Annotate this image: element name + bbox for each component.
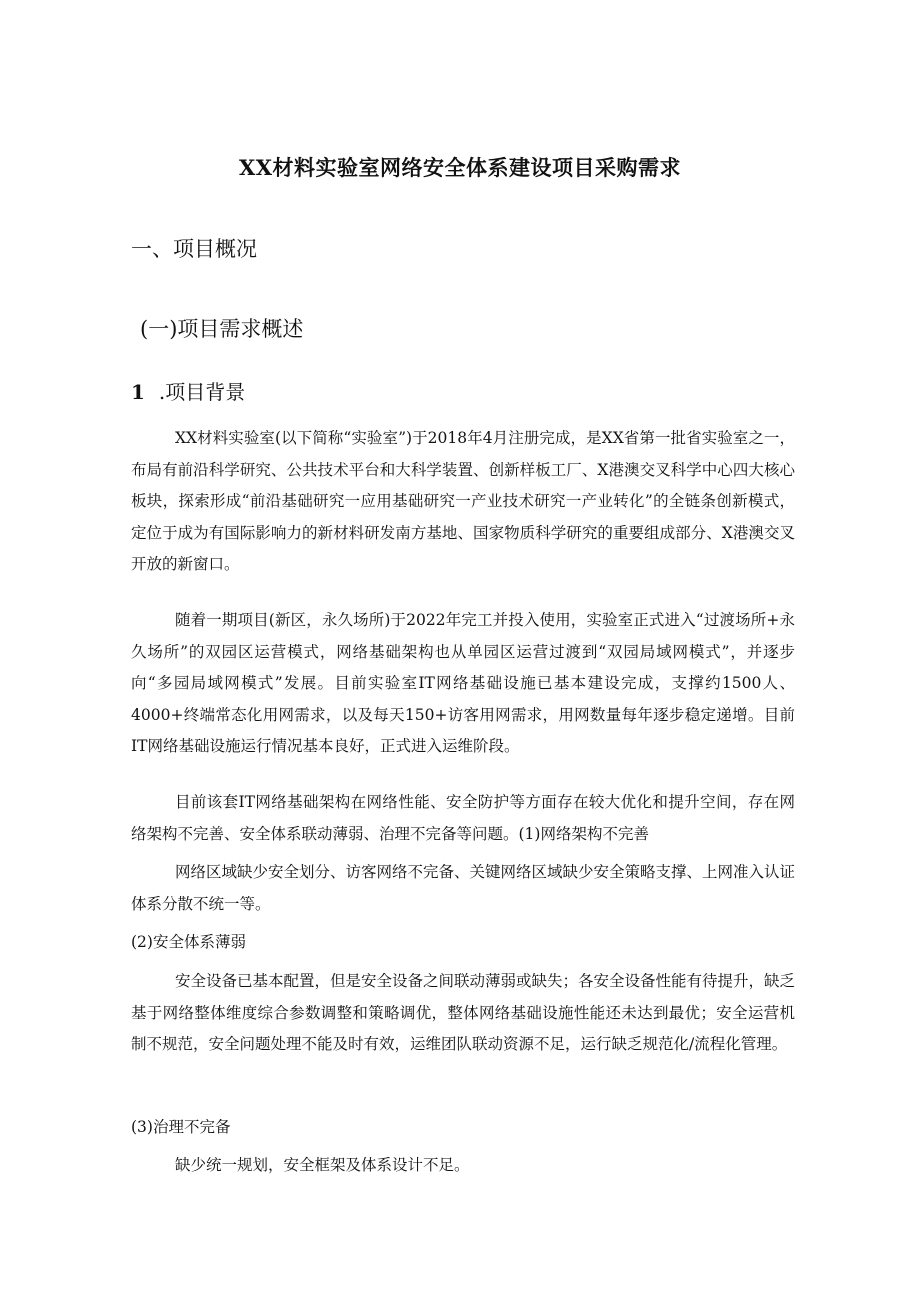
paragraph-issues: 目前该套IT网络基础架构在网络性能、安全防护等方面存在较大优化和提升空间，存在网络架构不完善、安全体系联动薄弱、治理不完备等问题。(1)网络架构不完善 [131, 793, 795, 843]
document-title: XX材料实验室网络安全体系建设项目采购需求 [238, 155, 682, 180]
paragraph-background: XX材料实验室(以下简称“实验室”)于2018年4月注册完成，是XX省第一批省实验室之一，布局有前沿科学研究、公共技术平台和大科学装置、创新样板工厂、X港澳交叉科学中心四大核心板块，探索形成“前沿基础研究一应用基础研究一产业技术研究一产业转化”的全链条创新模式，定位于成为有国际影响力的新材料研发南方基地、国家物质科学研究的重要组成部分、X港澳交叉开放的新窗口。 [131, 429, 795, 573]
item-number: 1 [131, 380, 145, 404]
subsection-heading: (一)项目需求概述 [140, 317, 304, 341]
item-label: .项目背景 [158, 380, 246, 404]
paragraph-security-system: 安全设备已基本配置，但是安全设备之间联动薄弱或缺失；各安全设备性能有待提升，缺乏基于网络整体维度综合参数调整和策略调优，整体网络基础设施性能还未达到最优；安全运营机制不规范，安全问题处理不能及时有效，运维团队联动资源不足，运行缺乏规范化/流程化管理。 [131, 972, 796, 1053]
subheading-security-system: (2)安全体系薄弱 [131, 933, 246, 951]
item-heading [131, 376, 245, 405]
subheading-governance: (3)治理不完备 [131, 1118, 231, 1136]
paragraph-network-architecture: 网络区域缺少安全划分、访客网络不完备、关键网络区域缺少安全策略支撑、上网准入认证体系分散不统一等。 [131, 863, 796, 913]
paragraph-governance: 缺少统一规划，安全框架及体系设计不足。 [175, 1156, 470, 1174]
section-heading: 一、项目概况 [131, 237, 257, 261]
paragraph-operation: 随着一期项目(新区，永久场所)于2022年完工并投入使用，实验室正式进入“过渡场所+永久场所”的双园区运营模式，网络基础架构也从单园区运营过渡到“双园局域网模式”，并逐步向“多园局域网模式”发展。目前实验室IT网络基础设施已基本建设完成，支撑约1500人、4000+终端常态化用网需求，以及每天150+访客用网需求，用网数量每年逐步稳定递增。目前IT网络基础设施运行情况基本良好，正式进入运维阶段。 [131, 611, 795, 755]
